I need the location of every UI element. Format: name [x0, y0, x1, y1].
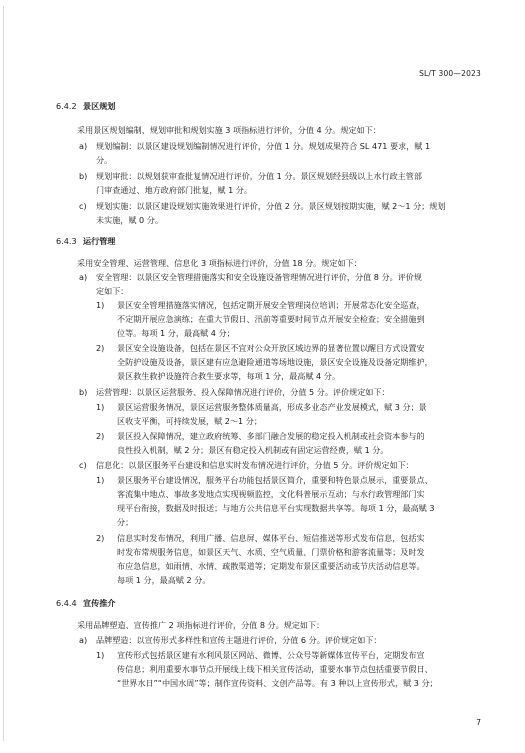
- list-label: c): [79, 460, 87, 470]
- sublist-item-text: 传信息；利用重要水事节点开展线上线下相关宣传活动，重要水事节点包括重要节假日、: [117, 664, 433, 674]
- list-item-text: 信息化：以景区服务平台建设和信息实时发布情况进行评价，分值 5 分。评价规定如下：: [96, 460, 414, 470]
- section-title: 景区规划: [83, 101, 116, 111]
- sublist-item-text: 时发布常规服务信息，如景区天气、水质、空气质量、门票价格和游客流量等；及时发: [117, 547, 425, 557]
- list-item-text: 未实施，赋 0 分。: [96, 215, 163, 225]
- list-item-text: 运营管理：以景区运营服务、投入保障情况进行评价，分值 5 分。评价规定如下：: [96, 387, 390, 397]
- section-intro: 采用安全管理、运营管理、信息化 3 项指标进行评价，分值 18 分。规定如下：: [77, 258, 362, 268]
- sublist-item-text: 景区投入保障情况，建立政府统筹、多部门融合发展的稳定投入机制或社会资本参与的: [117, 431, 425, 441]
- standard-number: SL/T 300—2023: [419, 69, 481, 78]
- sublist-item-text: 全防护设施及设备，景区建有应急避险通道等场地设施，景区安全设施及设备定期维护，: [117, 357, 433, 367]
- list-item-text: 分。: [96, 155, 113, 165]
- sublist-label: 1): [96, 650, 105, 660]
- sublist-item-text: 景区安全设施设备，包括在景区不宜对公众开放区域边界的显著位置以醒目方式设置安: [117, 343, 425, 353]
- sublist-label: 2): [96, 343, 105, 353]
- sublist-label: 1): [96, 300, 105, 310]
- list-item-text: 安全管理：以景区安全管理措施落实和安全设施设备管理情况进行评价，分值 8 分。评价规: [96, 272, 422, 282]
- sublist-item-text: 位等。每项 1 分，最高赋 4 分；: [117, 328, 235, 338]
- sublist-item-text: 每项 1 分，最高赋 2 分。: [117, 575, 211, 585]
- sublist-label: 1): [96, 402, 105, 412]
- list-item-text: 门审查通过、地方政府部门批复，赋 1 分。: [96, 185, 252, 195]
- section-heading-6-4-4: [56, 598, 115, 608]
- section-title: 宣传推介: [83, 598, 116, 608]
- section-heading-6-4-3: [56, 236, 115, 246]
- sublist-item-text: 不定期开展应急演练；在重大节假日、汛前等重要时间节点开展安全检查；安全措施到: [117, 314, 425, 324]
- list-label: b): [79, 171, 88, 181]
- section-heading-6-4-2: [56, 101, 115, 111]
- page-edge-shadow: [3, 6, 4, 741]
- sublist-item-text: 景区安全管理措施落实情况，包括定期开展安全管理岗位培训；开展常态化安全巡查，: [117, 300, 425, 310]
- list-label: c): [79, 201, 87, 211]
- sublist-item-text: 客流集中地点、事故多发地点实现视频监控，文化科普展示互动；与水行政管理部门实: [117, 489, 425, 499]
- list-label: b): [79, 387, 88, 397]
- sublist-item-text: 景区服务平台建设情况，服务平台功能包括景区简介，重要和特色景点展示，重要景点、: [117, 475, 433, 485]
- list-item-text: 规划实施：以景区建设规划实施效果进行评价，分值 2 分。景区规划按期实施，赋 2～1 分；规划: [96, 201, 446, 211]
- sublist-label: 2): [96, 431, 105, 441]
- sublist-label: 1): [96, 475, 105, 485]
- list-label: a): [79, 635, 88, 645]
- sublist-item-text: 景区运营服务情况，景区运营服务整体质量高，形成多业态产业发展模式，赋 3 分；景: [117, 402, 427, 412]
- list-item-text: 规划审批：以规划获审查批复情况进行评价，分值 1 分。景区规划经县级以上水行政主管部: [96, 171, 422, 181]
- section-intro: 采用品牌塑造、宣传推广 2 项指标进行评价，分值 8 分。规定如下：: [77, 620, 325, 630]
- list-item-text: 规划编制：以景区建设规划编制情况进行评价，分值 1 分。规划成果符合 SL 471 要求，赋 1: [96, 141, 431, 151]
- list-item-text: 定如下：: [96, 286, 129, 296]
- section-title: 运行管理: [83, 236, 116, 246]
- section-intro: 采用景区规划编制、规划审批和规划实施 3 项指标进行评价，分值 4 分。规定如下：: [77, 125, 381, 135]
- section-number: 6.4.2: [56, 101, 77, 111]
- sublist-item-text: 布应急信息，如雨情、水情、疏散渠道等；定期发布景区重要活动或节庆活动信息等。: [117, 561, 425, 571]
- sublist-item-text: “世界水日”“中国水周”等；制作宣传资料、文创产品等。有 3 种以上宣传形式，赋 3 分；: [117, 678, 438, 688]
- sublist-item-text: 分；: [117, 517, 134, 527]
- sublist-item-text: 良性投入机制，赋 2 分；景区有稳定投入机制或有固定运营经费，赋 1 分。: [117, 445, 389, 455]
- page-number: 7: [476, 718, 481, 727]
- list-label: a): [79, 141, 88, 151]
- sublist-item-text: 景区救生救护设施符合救生要求等，每项 1 分，最高赋 4 分。: [117, 371, 340, 381]
- section-number: 6.4.4: [56, 598, 77, 608]
- sublist-item-text: 现平台衔接，数据及时报送；与地方公共信息平台实现数据共享等。每项 1 分，最高赋 3: [117, 503, 435, 513]
- sublist-item-text: 区收支平衡，可持续发展，赋 2～1 分；: [117, 416, 262, 426]
- list-item-text: 品牌塑造：以宣传形式多样性和宣传主题进行评价，分值 6 分。评价规定如下：: [96, 635, 382, 645]
- section-number: 6.4.3: [56, 236, 77, 246]
- sublist-item-text: 信息实时发布情况，利用广播、信息屏、媒体平台、短信推送等形式发布信息，包括实: [117, 533, 425, 543]
- list-label: a): [79, 272, 88, 282]
- sublist-item-text: 宣传形式包括景区建有水利风景区网站、微博、公众号等新媒体宣传平台，定期发布宣: [117, 650, 425, 660]
- sublist-label: 2): [96, 533, 105, 543]
